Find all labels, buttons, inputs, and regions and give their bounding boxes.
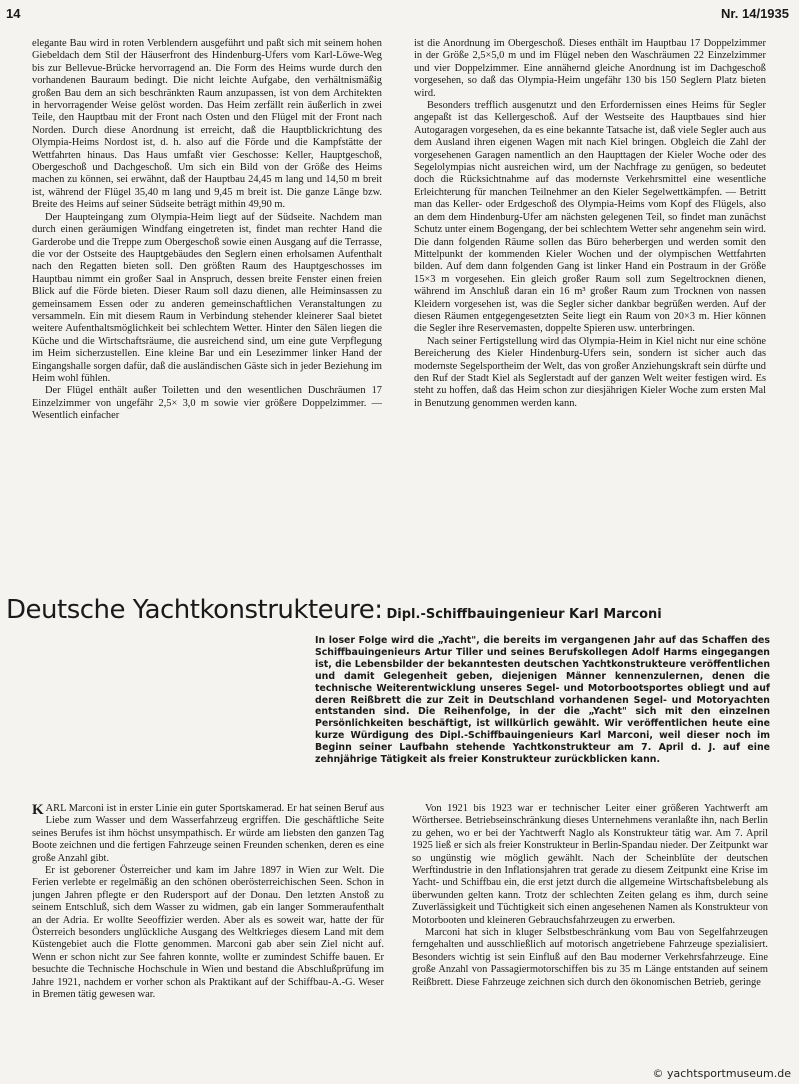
- paragraph: Er ist geborener Österreicher und kam im Jahre 1897 in Wien zur Welt. Die Ferien verlebte er regelmäßig an den schönen oberösterreichischen Seen. Schon in jungen Jahren pflegte er den Rudersport auf der Donau. Den letzten Anstoß zu seinem Entschluß, sich dem Wasser zu widmen, gab ein langer Sommeraufenthalt an der Adria. Er wollte Seeoffizier werden. Aber als es soweit war, hatte der für Österreich besonders unglückliche Ausgang des Weltkrieges diesem Land mit dem Küstengebiet auch die Flotte genommen. Marconi gab aber sein Ziel nicht auf. Wenn er schon nicht zur See fahren konnte, wollte er zumindest Schiffe bauen. Er besuchte die Technische Hochschule in Wien und bestand die Abschlußprüfung im Jahre 1921, nachdem er vorher schon als Praktikant auf der Schiffbau-A.-G. Weser in Bremen tätig gewesen war.: [32, 865, 384, 1001]
- paragraph: ist die Anordnung im Obergeschoß. Dieses enthält im Hauptbau 17 Doppelzimmer in der Größe 2,5×5,0 m und im Flügel neben den Waschräumen 22 Einzelzimmer und vier Doppelzimmer. Eine annähernd gleiche Anordnung ist im Dachgeschoß vorgesehen, so daß das Olympia-Heim ungefähr 130 bis 150 Seglern Platz bieten wird.: [414, 38, 766, 99]
- paragraph: elegante Bau wird in roten Verblendern ausgeführt und paßt sich mit seinem hohen Giebeldach dem Stil der Häuserfront des Hindenburg-Ufers vom Karl-Löwe-Weg bis zur Bellevue-Brücke hervorragend an. Die Form des Heims wurde durch den vorhandenen Bauraum bedingt. Die nicht leichte Aufgabe, den verhältnismäßig großen Bau dem an sich beschränkten Raum anzupassen, ist von dem Architekten in hervorragender Weise gelöst worden. Das Heim zerfällt rein äußerlich in zwei Teile, den Hauptbau mit der Front nach Osten und den Flügel mit der Front nach Norden. Durch diese Anordnung ist erreicht, daß die Hauptblickrichtung des Olympia-Heims Nordost ist, d. h. also auf die Förde und die Kampfstätte der Wettfahrten hinaus. Das Haus umfaßt vier Geschosse: Keller, Hauptgeschoß, Obergeschoß und Dachgeschoß. Um sich ein Bild von der Größe des Heims machen zu können, sei erwähnt, daß der Hauptbau 24,45 m lang und 14,50 m breit ist, während der Flügel 35,40 m lang und 9,45 m breit ist. Die ganze Länge bzw. Breite des Heims auf seiner Südseite beträgt mithin 49,90 m.: [32, 38, 382, 211]
- headline-sub: Dipl.-Schiffbauingenieur Karl Marconi: [386, 607, 662, 622]
- column-top-left: [32, 38, 382, 551]
- column-bottom-left: [32, 803, 384, 1073]
- paragraph: Marconi hat sich in kluger Selbstbeschränkung vom Bau von Segelfahrzeugen ferngehalten und ausschließlich auf motorisch angetriebene Fahrzeuge spezialisiert. Besonders wichtig ist sein Einfluß auf den Bau moderner Verkehrsfahrzeuge. Eine große Anzahl von Passagiermotorschiffen bis zu 35 m Länge entstanden auf seinem Reißbrett. Diese Fahrzeuge zeichnen sich durch den ökonomischen Betrieb, geringe: [412, 927, 768, 988]
- page-number: 14: [6, 6, 21, 21]
- paragraph-text: ARL Marconi ist in erster Linie ein guter Sportskamerad. Er hat seinen Beruf aus Liebe zum Wasser und dem Wasserfahrzeug ergriffen. Die geschäftliche Seite seines Berufes ist ihm höchst unsympathisch. Er würde am liebsten den ganzen Tag Boote zeichnen und die fertigen Fahrzeuge seinen Freunden schenken, deren es eine große Anzahl gibt.: [32, 803, 384, 864]
- column-top-right: [414, 38, 766, 516]
- paragraph: Der Haupteingang zum Olympia-Heim liegt auf der Südseite. Nachdem man durch einen geräumigen Windfang eingetreten ist, findet man rechter Hand die Garderobe und die Treppe zum Obergeschoß sowie einen Ausgang auf die Terrasse, die vor der Ostseite des Hauptgebäudes den Seglern einen erholsamen Aufenthalt nach den Regatten bieten soll. Den größten Raum des Hauptgeschosses im Hauptbau nimmt ein großer Saal in Anspruch, dessen breite Fenster einen freien Blick auf die Förde bieten. Dieser Raum soll dazu dienen, alle Heiminsassen zu gemeinsamem Essen oder zu anderen gemeinschaftlichen Veranstaltungen zu versammeln. Ein mit diesem Raum in Verbindung stehender kleinerer Saal bietet weitere Aufenthaltsmöglichkeit bei schlechtem Wetter. Hinter den Sälen liegen die Küche und die Wirtschaftsräume, die ausreichend sind, um eine gute Verpflegung im Heim sicherzustellen. Eine kleine Bar und ein Lesezimmer linker Hand der Eingangshalle sorgen dafür, daß die ausländischen Gäste sich in jeder Beziehung im Heim wohl fühlen.: [32, 211, 382, 384]
- column-bottom-right: [412, 803, 768, 1077]
- headline-main: Deutsche Yachtkonstrukteure:: [6, 595, 383, 625]
- paragraph: [32, 803, 384, 865]
- paragraph: Besonders trefflich ausgenutzt und den Erfordernissen eines Heims für Segler angepaßt ist das Kellergeschoß. Auf der Westseite des Hauptbaues sind hier Autogaragen vorgesehen, da es eine bekannte Tatsache ist, daß viele Segler auch aus dem Ausland ihren eigenen Wagen mit nach Kiel bringen. Obgleich die Zahl der vorgesehenen Garagen namentlich an den Haupttagen der Kieler Woche oder des Segelolympias nicht ausreichen wird, um der Nachfrage zu genügen, so bedeutet doch die Rücksichtnahme auf das modernste Verkehrsmittel eine wesentliche Erleichterung für manchen Teilnehmer an den Kieler Segelwettkämpfen. — Betritt man das Keller- oder Erdgeschoß des Olympia-Heims vom Kopf des Flügels, also an dem dem Hindenburg-Ufer am nächsten gelegenen Teil, so findet man zunächst Schutz unter einem Bogengang, der bei schlechtem Wetter sehr angenehm sein wird. Die dann folgenden Räume sollen das Büro beherbergen und werden somit den Mittelpunkt der kommenden Kieler Wochen und der olympischen Wettfahrten bilden. Auf dem dann folgenden Gang ist linker Hand ein Postraum in der Größe 15×3 m vorgesehen. Ein gleich großer Raum soll zum Segeltrocknen dienen, während im Anschluß daran ein 16 m³ großer Raum zum Trocknen von nassen Kleidern vorgesehen ist, was die Segler sicher dankbar begrüßen werden. Auf der diesen Räumen entgegengesetzten Seite liegt ein Raum von 20×3 m. Hier können die Segler ihre Reservemasten, doppelte Spieren usw. unterbringen.: [414, 100, 766, 335]
- paragraph: Nach seiner Fertigstellung wird das Olympia-Heim in Kiel nicht nur eine schöne Bereicherung des Kieler Hindenburg-Ufers sein, sondern ist sicher auch das modernste Segelsportheim der Welt, das von großer Anziehungskraft sein dürfte und den Ruf der Stadt Kiel als Seglerstadt auf der ganzen Welt weiter festigen wird. Es steht zu hoffen, daß das Heim schon zur diesjährigen Kieler Woche zum ersten Mal in Benutzung genommen werden kann.: [414, 335, 766, 409]
- issue-label: Nr. 14/1935: [721, 6, 789, 21]
- lead-paragraph: In loser Folge wird die „Yacht", die bereits im vergangenen Jahr auf das Schaffen des Schiffbauingenieurs Artur Tiller und seines Berufskollegen Adolf Harms eingegangen ist, die Lebensbilder der bekanntesten deutschen Yachtkonstrukteure veröffentlichen und damit Gelegenheit geben, diejenigen Männer kennenzulernen, denen die technische Weiterentwicklung unseres Segel- und Motorbootsportes obliegt und auf deren Reißbrett die zur Zeit in Deutschland vorhandenen Segel- und Motoryachten entstanden sind. Die Reihenfolge, in der die „Yacht" sich mit den einzelnen Persönlichkeiten beschäftigt, ist willkürlich gewählt. Wir veröffentlichen heute eine kurze Würdigung des Dipl.-Schiffbauingenieurs Karl Marconi, weil dieser noch im Beginn seiner Laufbahn stehende Yachtkonstrukteur am 7. April d. J. auf eine zehnjährige Tätigkeit als freier Konstrukteur zurückblicken kann.: [315, 635, 770, 766]
- paragraph: Von 1921 bis 1923 war er technischer Leiter einer größeren Yachtwerft am Wörthersee. Betriebseinschränkung dieses Unternehmens veranlaßte ihn, nach Berlin zu gehen, wo er bei der Yachtwerft Naglo als Konstrukteur tätig war. Am 7. April 1925 ließ er sich als freier Konstrukteur in Berlin-Spandau nieder. Der Zeitpunkt war so ungünstig wie möglich gewählt. Nach der Scheinblüte der deutschen Werftindustrie in den Inflationsjahren trat gerade zu diesem Zeitpunkt eine Krise im Yacht- und Schiffbau ein, die erst jetzt durch die allgemeine Wirtschaftsbelebung als überwunden gelten kann. Trotz der schlechten Zeiten gelang es ihm, durch seine Zuverlässigkeit und Tüchtigkeit sich einen angesehenen Namen als Konstrukteur von Motorbooten und kleineren Gebrauchsfahrzeugen zu erwerben.: [412, 803, 768, 926]
- drop-cap: K: [32, 803, 44, 818]
- article-headline: [6, 595, 796, 625]
- watermark: © yachtsportmuseum.de: [652, 1067, 791, 1080]
- paragraph: Der Flügel enthält außer Toiletten und den wesentlichen Duschräumen 17 Einzelzimmer von ungefähr 2,5× 3,0 m sowie vier größere Doppelzimmer. — Wesentlich einfacher: [32, 385, 382, 422]
